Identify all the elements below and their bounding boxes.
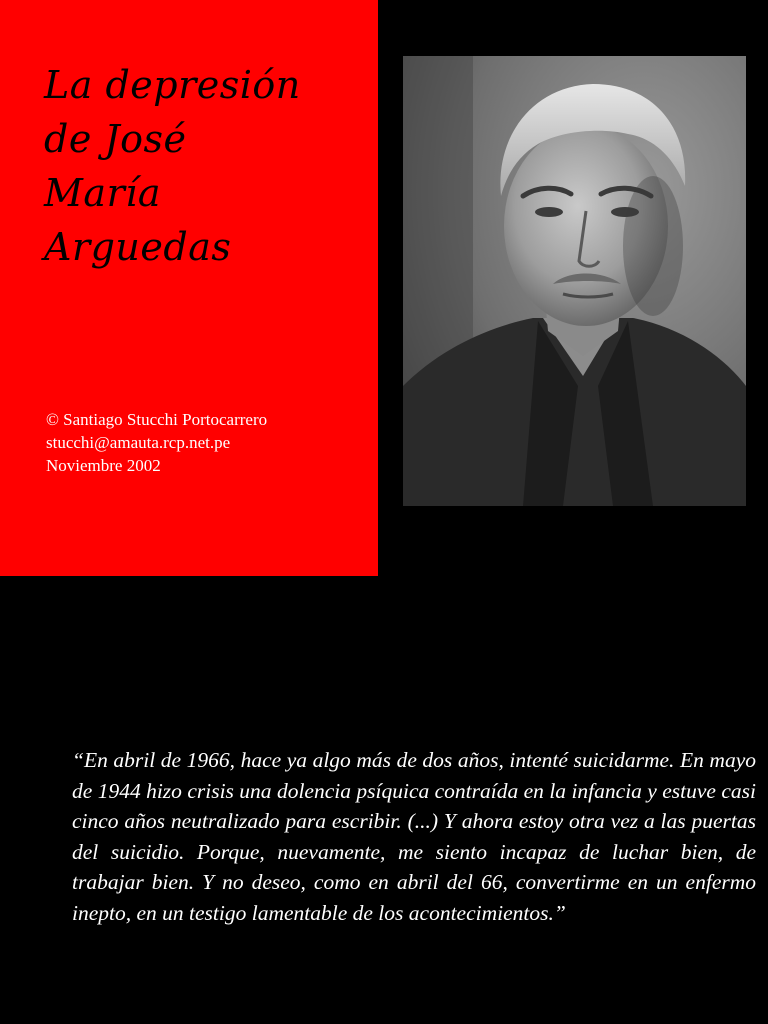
author-email: stucchi@amauta.rcp.net.pe	[46, 433, 231, 452]
title-line-1: La depresión	[44, 63, 301, 107]
portrait-image	[403, 56, 746, 506]
title-line-4: Arguedas	[44, 225, 232, 269]
document-title	[44, 58, 364, 274]
author-credit: © Santiago Stucchi Portocarrero	[46, 410, 268, 429]
credits-block	[46, 408, 267, 477]
publication-date: Noviembre 2002	[46, 456, 161, 475]
portrait-photo	[403, 56, 746, 506]
title-line-3: María	[44, 171, 162, 215]
suicide-quote: “En abril de 1966, hace ya algo más de dos años, intenté suicidarme. En mayo de 1944 hizo crisis una dolencia psíquica contraída en la infancia y estuve casi cinco años neutralizado para escribir. (...) Y ahora estoy otra vez a las puertas del suicidio. Porque, nuevamente, me siento incapaz de luchar bien, de trabajar bien. Y no deseo, como en abril del 66, convertirme en un enfermo inepto, en un testigo lamentable de los acontecimientos.”	[72, 748, 756, 925]
title-panel	[0, 0, 378, 576]
title-line-2: de José	[44, 117, 187, 161]
